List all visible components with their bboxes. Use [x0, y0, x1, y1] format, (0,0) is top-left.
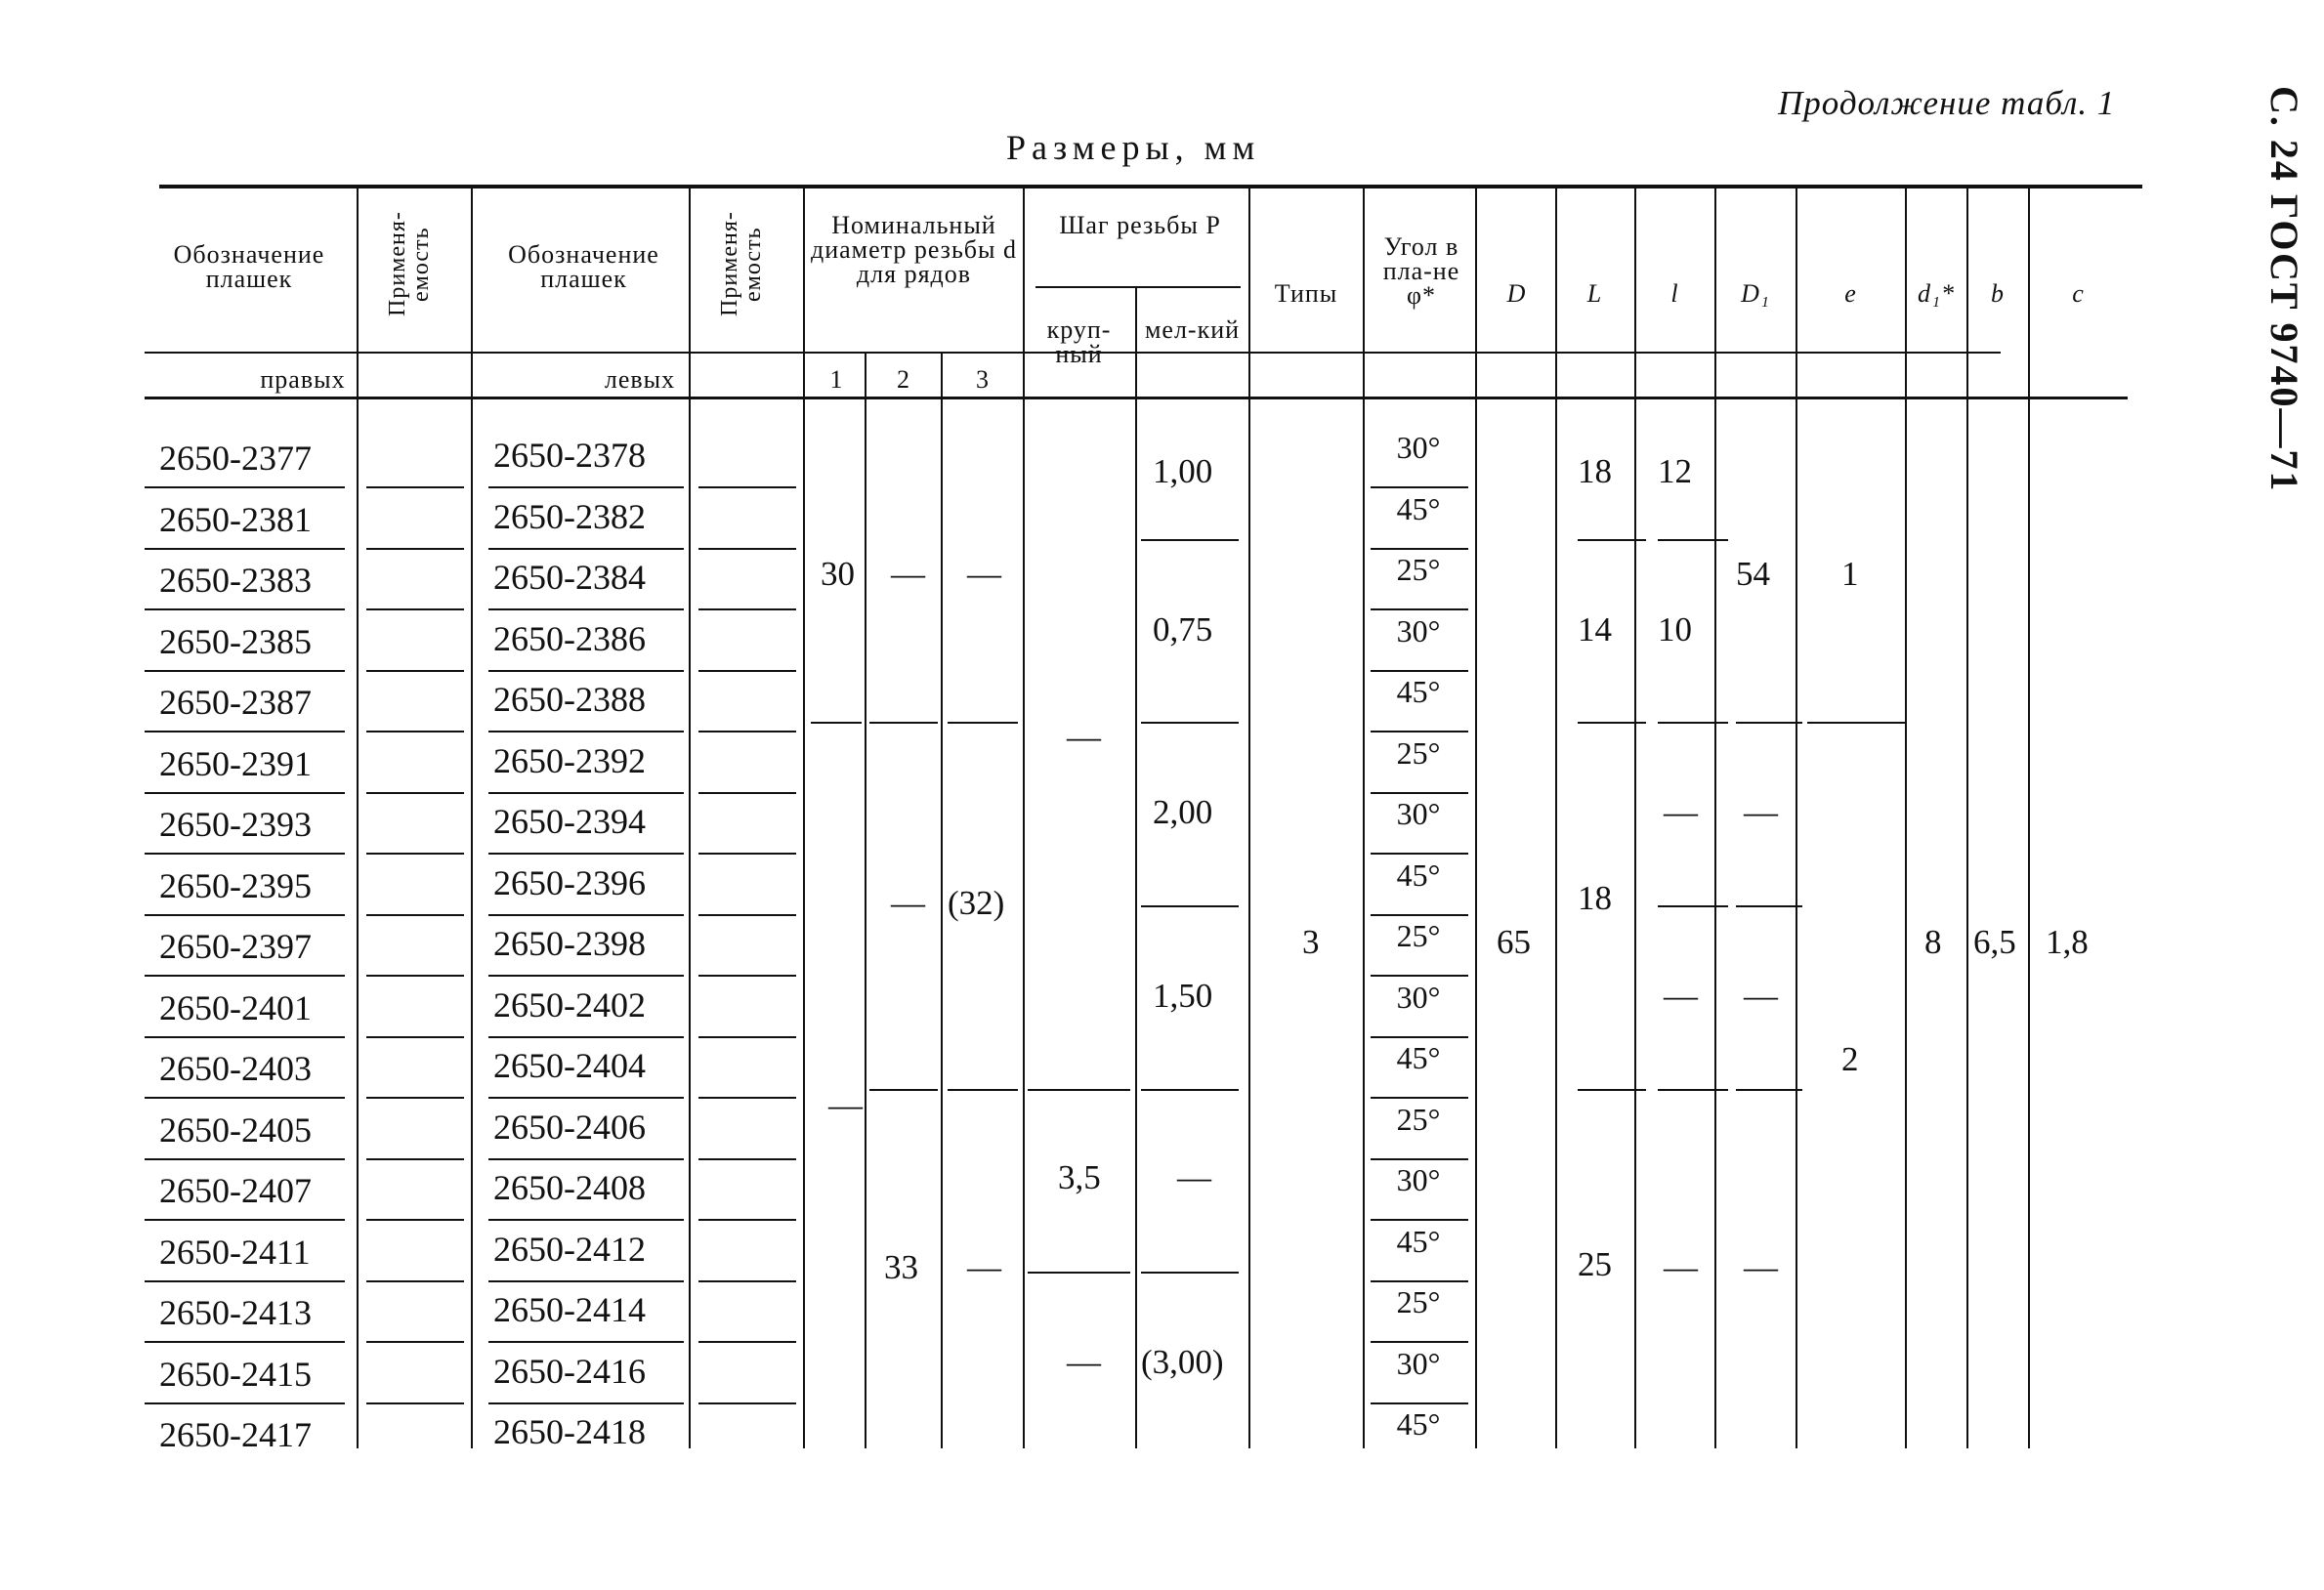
designation-left: 2650-2398: [493, 924, 646, 963]
row-rule: [145, 1036, 345, 1038]
table-title: Размеры, мм: [1006, 128, 1261, 167]
group-rule: [1141, 905, 1239, 907]
group-rule: [1578, 539, 1646, 541]
fine-2: 0,75: [1153, 610, 1213, 649]
angle-value: 30°: [1396, 612, 1441, 649]
e-1: 1: [1841, 555, 1859, 593]
row-rule: [488, 1402, 684, 1404]
designation-right: 2650-2385: [159, 621, 312, 661]
angle-value: 25°: [1396, 552, 1441, 587]
header-L: L: [1586, 279, 1603, 308]
row-rule: [366, 486, 464, 488]
header-e: e: [1844, 279, 1857, 308]
designation-right: 2650-2397: [159, 927, 312, 966]
row-rule: [488, 1280, 684, 1282]
d3-row1: —: [967, 555, 1001, 593]
row-rule: [366, 1158, 464, 1160]
row-rule: [366, 1036, 464, 1038]
angle-value: 45°: [1396, 490, 1441, 526]
header-types: Типы: [1274, 279, 1338, 308]
l-5: —: [1664, 1248, 1698, 1286]
group-rule: [1141, 1089, 1239, 1091]
row-rule: [366, 670, 464, 672]
designation-right: 2650-2411: [159, 1232, 311, 1272]
angle-value: 45°: [1396, 1040, 1441, 1075]
row-rule: [366, 1341, 464, 1343]
row-rule: [366, 1097, 464, 1099]
header-coarse: круп-ный: [1046, 315, 1112, 368]
coarse-low: —: [1067, 1343, 1101, 1381]
row-rule: [1371, 1219, 1468, 1221]
row-rule: [488, 1036, 684, 1038]
row-rule: [366, 1219, 464, 1221]
row-rule: [145, 1341, 345, 1343]
row-rule: [366, 1280, 464, 1282]
fine-6: (3,00): [1141, 1343, 1224, 1381]
types-value: 3: [1302, 923, 1320, 961]
l-3: —: [1664, 793, 1698, 831]
designation-right: 2650-2405: [159, 1109, 312, 1150]
row-rule: [1371, 1097, 1468, 1099]
b-value: 6,5: [1973, 923, 2016, 961]
row-rule: [1371, 853, 1468, 855]
e-2: 2: [1841, 1040, 1859, 1078]
row-rule: [366, 975, 464, 977]
designation-right: 2650-2377: [159, 439, 312, 478]
coarse-mid: 3,5: [1058, 1158, 1101, 1196]
row-rule: [366, 1402, 464, 1404]
header-thread-pitch: Шаг резьбы P: [1059, 211, 1221, 239]
angle-value: 30°: [1396, 430, 1441, 465]
page-label: С. 24 ГОСТ 9740—71: [2262, 86, 2306, 493]
designation-right: 2650-2403: [159, 1049, 312, 1088]
row-rule: [698, 548, 796, 550]
row-rule: [145, 1097, 345, 1099]
D1-3: —: [1744, 793, 1778, 831]
pitch-sub-rule: [1035, 286, 1241, 288]
row-rule: [145, 853, 345, 855]
d2-mid: —: [891, 884, 925, 922]
designation-left: 2650-2382: [493, 496, 646, 536]
D1-4: —: [1744, 977, 1778, 1015]
l-4: —: [1664, 977, 1698, 1015]
angle-value: 45°: [1396, 1223, 1441, 1259]
row-rule: [698, 1402, 796, 1404]
header-l: l: [1670, 279, 1679, 308]
row-rule: [698, 731, 796, 732]
row-rule: [488, 1219, 684, 1221]
d3-low: —: [967, 1248, 1001, 1286]
row-rule: [488, 548, 684, 550]
L-4: 25: [1578, 1245, 1612, 1283]
row-rule: [1371, 1402, 1468, 1404]
angle-value: 45°: [1396, 857, 1441, 893]
group-rule: [1141, 539, 1239, 541]
designation-left: 2650-2406: [493, 1107, 646, 1147]
group-rule: [1658, 539, 1728, 541]
row-rule: [1371, 792, 1468, 794]
group-rule: [1658, 722, 1728, 724]
angle-value: 30°: [1396, 979, 1441, 1015]
designation-right: 2650-2415: [159, 1354, 312, 1394]
row-rule: [1371, 731, 1468, 732]
row-rule: [366, 731, 464, 732]
row-rule: [145, 914, 345, 916]
header-D1: D₁: [1741, 279, 1770, 308]
c-value: 1,8: [2046, 923, 2089, 961]
l-2: 10: [1658, 610, 1692, 649]
row-rule: [488, 1341, 684, 1343]
continuation-label: Продолжение табл. 1: [1778, 84, 2116, 122]
group-rule: [1658, 905, 1728, 907]
designation-left: 2650-2394: [493, 802, 646, 841]
d1-low: —: [828, 1086, 863, 1124]
group-rule: [1736, 1089, 1802, 1091]
row-rule: [698, 1341, 796, 1343]
row-rule: [366, 608, 464, 610]
designation-right: 2650-2381: [159, 499, 312, 539]
fine-4: 1,50: [1153, 977, 1213, 1015]
header-d1: d₁*: [1917, 279, 1956, 308]
d3-mid: (32): [948, 884, 1005, 922]
row-rule: [145, 608, 345, 610]
group-rule: [869, 1089, 938, 1091]
angle-value: 25°: [1396, 1284, 1441, 1319]
header-designation-left: Обозначение плашек: [508, 240, 659, 293]
d2-row1: —: [891, 555, 925, 593]
row-rule: [698, 486, 796, 488]
d1-value: 8: [1924, 923, 1942, 961]
row-rule: [698, 853, 796, 855]
row-rule: [1371, 914, 1468, 916]
row-rule: [145, 1219, 345, 1221]
designation-left: 2650-2388: [493, 680, 646, 719]
row-rule: [488, 975, 684, 977]
angle-value: 45°: [1396, 674, 1441, 709]
row-rule: [1371, 1036, 1468, 1038]
header-right: правых: [260, 365, 346, 394]
row-rule: [698, 608, 796, 610]
designation-left: 2650-2386: [493, 618, 646, 658]
L-2: 14: [1578, 610, 1612, 649]
row-rule: [698, 1219, 796, 1221]
designation-right: 2650-2387: [159, 683, 312, 722]
row-rule: [488, 914, 684, 916]
group-rule: [1736, 722, 1802, 724]
group-rule: [1028, 1089, 1130, 1091]
group-rule: [1141, 722, 1239, 724]
header-designation-right: Обозначение плашек: [173, 240, 325, 293]
coarse-top: —: [1067, 718, 1101, 756]
row-rule: [488, 731, 684, 732]
angle-value: 25°: [1396, 734, 1441, 771]
designation-right: 2650-2413: [159, 1293, 312, 1332]
row-rule: [698, 670, 796, 672]
group-rule: [869, 722, 938, 724]
group-rule: [1807, 722, 1905, 724]
row-rule: [1371, 1280, 1468, 1282]
angle-value: 30°: [1396, 1345, 1441, 1381]
row-rule: [145, 975, 345, 977]
row-rule: [698, 1097, 796, 1099]
row-rule: [698, 975, 796, 977]
row-rule: [366, 914, 464, 916]
row-rule: [488, 486, 684, 488]
group-rule: [1141, 1272, 1239, 1274]
l-1: 12: [1658, 452, 1692, 490]
row-rule: [488, 853, 684, 855]
header-row-1: 1: [829, 365, 844, 394]
D1-1: 54: [1736, 555, 1770, 593]
designation-left: 2650-2416: [493, 1351, 646, 1391]
row-rule: [488, 1097, 684, 1099]
designation-right: 2650-2393: [159, 805, 312, 844]
row-rule: [488, 792, 684, 794]
row-rule: [698, 914, 796, 916]
angle-value: 25°: [1396, 918, 1441, 953]
group-rule: [948, 722, 1018, 724]
row-rule: [488, 1158, 684, 1160]
row-rule: [145, 670, 345, 672]
row-rule: [145, 1280, 345, 1282]
fine-1: 1,00: [1153, 452, 1213, 490]
L-1: 18: [1578, 452, 1612, 490]
header-b: b: [1991, 279, 2005, 308]
header-nominal-diameter: Номинальный диаметр резьбы d для рядов: [810, 211, 1018, 288]
row-rule: [145, 1158, 345, 1160]
group-rule: [1736, 905, 1802, 907]
designation-left: 2650-2384: [493, 558, 646, 597]
designation-right: 2650-2383: [159, 561, 312, 600]
header-left: левых: [604, 365, 676, 394]
row-rule: [1371, 975, 1468, 977]
angle-value: 30°: [1396, 796, 1441, 831]
designation-left: 2650-2414: [493, 1290, 646, 1329]
designation-right: 2650-2401: [159, 987, 312, 1027]
angle-value: 25°: [1396, 1101, 1441, 1137]
d1-row1: 30: [821, 555, 855, 593]
group-rule: [811, 722, 862, 724]
row-rule: [366, 853, 464, 855]
fine-3: 2,00: [1153, 793, 1213, 831]
designation-left: 2650-2404: [493, 1046, 646, 1085]
header-angle: Угол в пла-не φ*: [1382, 232, 1460, 310]
header-c: c: [2072, 279, 2085, 308]
designation-left: 2650-2396: [493, 862, 646, 902]
group-rule: [948, 1089, 1018, 1091]
group-rule: [1578, 1089, 1646, 1091]
angle-value: 45°: [1396, 1406, 1441, 1442]
D1-5: —: [1744, 1248, 1778, 1286]
group-rule: [1028, 1272, 1130, 1274]
designation-left: 2650-2418: [493, 1412, 646, 1451]
designation-left: 2650-2378: [493, 436, 646, 475]
row-rule: [1371, 486, 1468, 488]
header-applicability-left: Применя-емость: [717, 211, 766, 317]
row-rule: [145, 731, 345, 732]
row-rule: [1371, 670, 1468, 672]
angle-value: 30°: [1396, 1162, 1441, 1197]
row-rule: [488, 608, 684, 610]
header-D: D: [1506, 279, 1527, 308]
row-rule: [366, 792, 464, 794]
designation-left: 2650-2412: [493, 1229, 646, 1269]
fine-5: —: [1177, 1158, 1211, 1196]
group-rule: [1578, 722, 1646, 724]
D-value: 65: [1497, 923, 1531, 961]
header-fine: мел-кий: [1144, 315, 1241, 344]
row-rule: [698, 792, 796, 794]
row-rule: [145, 548, 345, 550]
designation-left: 2650-2392: [493, 740, 646, 780]
row-rule: [698, 1280, 796, 1282]
group-rule: [1658, 1089, 1728, 1091]
row-rule: [145, 1402, 345, 1404]
header-row-2: 2: [897, 365, 910, 394]
row-rule: [1371, 548, 1468, 550]
designation-left: 2650-2402: [493, 984, 646, 1025]
L-3: 18: [1578, 879, 1612, 917]
row-rule: [1371, 1158, 1468, 1160]
row-rule: [145, 486, 345, 488]
row-rule: [1371, 1341, 1468, 1343]
designation-right: 2650-2407: [159, 1171, 312, 1210]
row-rule: [145, 792, 345, 794]
row-rule: [366, 548, 464, 550]
designation-right: 2650-2395: [159, 865, 312, 905]
row-rule: [1371, 608, 1468, 610]
row-rule: [698, 1036, 796, 1038]
header-row-3: 3: [976, 365, 990, 394]
designation-right: 2650-2417: [159, 1415, 312, 1454]
table-top-rule: [159, 185, 2142, 188]
row-rule: [698, 1158, 796, 1160]
row-rule: [488, 670, 684, 672]
header-applicability-right: Применя-емость: [385, 211, 434, 317]
d2-low: 33: [884, 1248, 918, 1286]
designation-left: 2650-2408: [493, 1168, 646, 1207]
designation-right: 2650-2391: [159, 743, 312, 783]
